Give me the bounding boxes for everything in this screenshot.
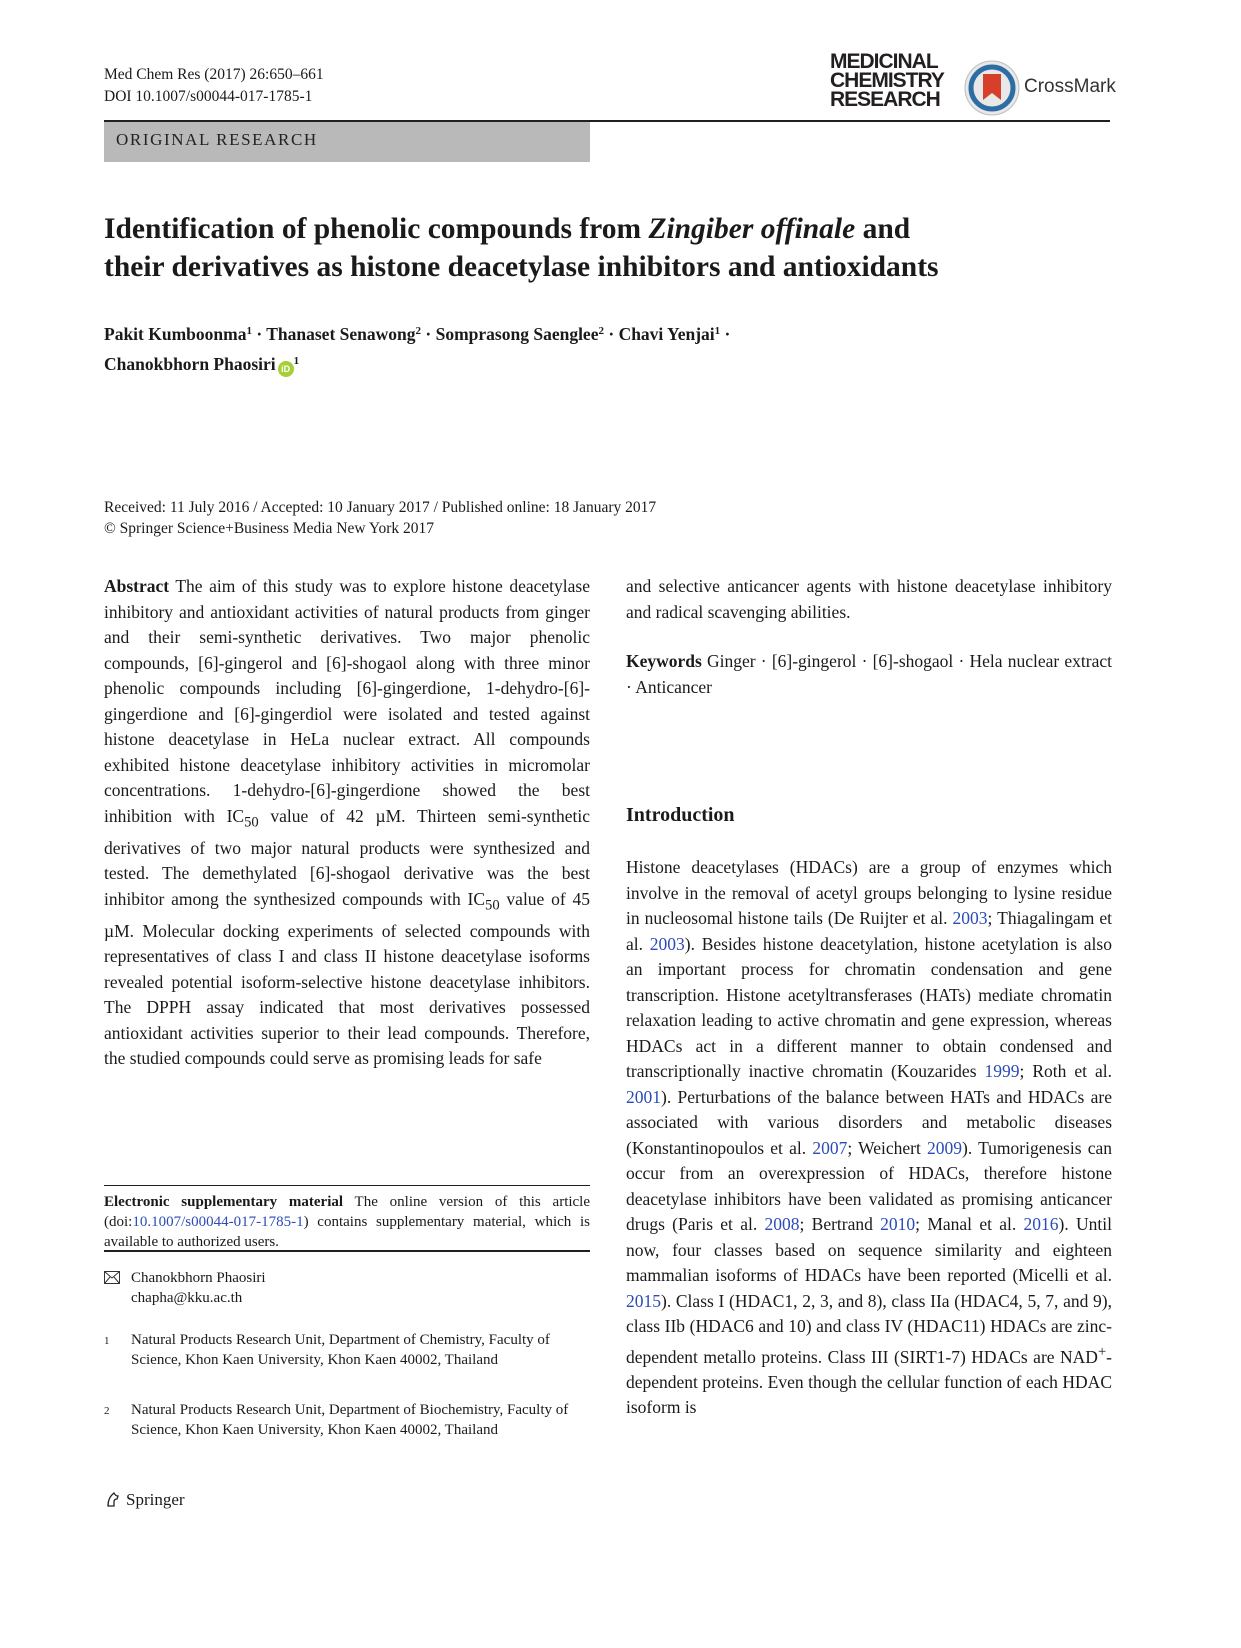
article-title (104, 210, 1114, 286)
article-doi: DOI 10.1007/s00044-017-1785-1 (104, 88, 313, 105)
publisher-footer (104, 1490, 185, 1510)
introduction-heading: Introduction (626, 804, 735, 826)
citation-link[interactable]: 2009 (927, 1137, 963, 1158)
affiliation-row (104, 1400, 590, 1440)
author-list (104, 318, 1114, 378)
citation-link[interactable]: 2003 (649, 933, 685, 954)
keywords-text: Ginger · [6]-gingerol · [6]-shogaol · Hela nuclear extract · Anticancer (626, 651, 1112, 697)
publication-dates (104, 497, 656, 539)
citation-link[interactable]: 2016 (1023, 1214, 1059, 1234)
subscript: 50 (485, 897, 500, 913)
journal-citation: Med Chem Res (2017) 26:650–661 (104, 66, 324, 83)
title-text: and (855, 213, 911, 245)
introduction-text (626, 855, 1112, 1421)
subscript: 50 (244, 814, 259, 830)
keywords (626, 649, 1112, 700)
intro-part: ; Manal et al. (915, 1214, 1024, 1234)
citation-link[interactable]: 1999 (984, 1061, 1020, 1081)
contact-details (131, 1268, 266, 1308)
supplementary-rule (104, 1250, 590, 1252)
crossmark-label[interactable]: CrossMark (1024, 76, 1116, 97)
intro-part: ). Until now, four classes based on sequence similarity and eighteen mammalian isoforms of HDACs have been reported (Micelli et al. (626, 1214, 1112, 1285)
intro-part: ; Roth et al. (1019, 1061, 1112, 1081)
intro-part: ). Tumorigenesis can occur from an overexpression of HDACs, therefore histone deacetylase inhibitors have been validated as promising anticancer drugs (Paris et al. (626, 1137, 1113, 1234)
author-affiliation-mark: 2 (415, 325, 422, 337)
crossmark-icon[interactable] (964, 60, 1020, 116)
intro-part: ; Bertrand (799, 1214, 881, 1234)
author-name[interactable]: Chanokbhorn Phaosiri (104, 354, 276, 374)
citation-link[interactable]: 2003 (952, 908, 988, 928)
right-column (626, 574, 1112, 1421)
journal-logo (830, 52, 944, 109)
contact-email[interactable]: chapha@kku.ac.th (131, 1290, 243, 1306)
supplementary-part: ) contains supplementary material, which is available to authorized users. (104, 1214, 590, 1250)
author-name[interactable]: Chavi Yenjai (618, 324, 715, 344)
springer-horse-icon (104, 1490, 122, 1508)
copyright-line: © Springer Science+Business Media New York 2017 (104, 520, 435, 537)
affiliation-number: 2 (104, 1405, 110, 1417)
orcid-icon[interactable]: iD (278, 361, 294, 377)
affiliation-text: Natural Products Research Unit, Department of Biochemistry, Faculty of Science, Khon Kaen University, Khon Kaen 40002, Thailand (131, 1402, 569, 1438)
abstract-continuation: and selective anticancer agents with histone deacetylase inhibitory and radical scavenging abilities. (626, 576, 1112, 622)
section-band (104, 122, 590, 162)
journal-logo-line: MEDICINAL (830, 50, 938, 73)
intro-part: ). Class I (HDAC1, 2, 3, and 8), class IIa (HDAC4, 5, 7, and 9), class IIb (HDAC6 and 10) and class IV (HDAC11) HDACs are zinc-dependent metallo proteins. Class III (SIRT1-7) HDACs are NAD (626, 1290, 1112, 1367)
title-line-2: their derivatives as histone deacetylase inhibitors and antioxidants (104, 251, 939, 283)
envelope-icon (104, 1268, 131, 1308)
supplementary-text (104, 1192, 590, 1252)
contact-name: Chanokbhorn Phaosiri (131, 1270, 266, 1286)
journal-citation-block (104, 64, 324, 108)
affiliation-2 (104, 1400, 590, 1440)
intro-part: ). Perturbations of the balance between HATs and HDACs are associated with various disorders and metabolic diseases (Konstantinopoulos et al. (626, 1086, 1112, 1158)
author-separator: · (251, 324, 267, 344)
affiliation-1 (104, 1330, 590, 1370)
affiliation-number: 1 (104, 1335, 110, 1347)
section-label: ORIGINAL RESEARCH (116, 130, 318, 149)
author-name[interactable]: Pakit Kumboonma (104, 324, 247, 344)
author-name[interactable]: Somprasong Saenglee (435, 324, 599, 344)
contact-row (104, 1268, 590, 1308)
title-text: Identification of phenolic compounds from (104, 213, 649, 245)
superscript: + (1097, 1343, 1107, 1360)
intro-part: Histone deacetylases (HDACs) are a group of enzymes which involve in the removal of acetyl groups belonging to lysine residue in nucleosomal histone tails (De Ruijter et al. (626, 857, 1112, 928)
citation-link[interactable]: 2007 (812, 1137, 848, 1158)
author-separator: · (421, 324, 436, 344)
author-affiliation-mark: 1 (246, 325, 252, 337)
intro-part: -dependent proteins. Even though the cellular function of each HDAC isoform is (626, 1346, 1112, 1418)
title-line-1 (104, 210, 1114, 248)
journal-logo-line: RESEARCH (830, 88, 940, 111)
abstract-label: Abstract (104, 576, 170, 596)
citation-link[interactable]: 2015 (626, 1290, 661, 1311)
citation-link[interactable]: 2008 (764, 1214, 800, 1234)
author-affiliation-mark: 2 (598, 325, 604, 337)
author-line-2 (104, 348, 1114, 378)
supplementary-label: Electronic supplementary material (104, 1194, 344, 1210)
abstract-text (104, 574, 590, 1072)
journal-logo-line: CHEMISTRY (830, 69, 944, 92)
species-name: Zingiber offinale (648, 213, 856, 245)
author-separator: · (603, 324, 619, 344)
supplementary-part: The online version of this article (doi: (104, 1194, 591, 1230)
intro-part: ; Thiagalingam et al. (626, 908, 1112, 954)
intro-part: ; Weichert (847, 1137, 928, 1158)
author-affiliation-mark: 1 (714, 325, 721, 337)
abstract-section (104, 574, 590, 1072)
corresponding-author (104, 1268, 590, 1308)
abstract-part: value of 42 µM. Thirteen semi-synthetic derivatives of two major natural products were synthesized and tested. The demethylated [6]-shogaol derivative was the best inhibitor among the synthesized compounds with IC (104, 805, 590, 909)
keywords-label: Keywords (626, 651, 702, 671)
author-name[interactable]: Thanaset Senawong (266, 324, 416, 344)
abstract-part: The aim of this study was to explore histone deacetylase inhibitory and antioxidant activities of natural products from ginger and their semi-synthetic derivatives. Two major phenolic compounds, [6]-gingerol and [6]-shogaol along with three minor phenolic compounds including [6]-gingerdione, 1-dehydro-[6]-gingerdione and [6]-gingerdiol were isolated and tested against histone deacetylase in HeLa nuclear extract. All compounds exhibited histone deacetylase inhibitory activities in micromolar concentrations. 1-dehydro-[6]-gingerdione showed the best inhibition with IC (104, 576, 590, 826)
citation-link[interactable]: 2010 (880, 1214, 916, 1234)
supplementary-doi-link[interactable]: 10.1007/s00044-017-1785-1 (132, 1214, 304, 1230)
abstract-part: value of 45 µM. Molecular docking experiments of selected compounds with representatives of class I and class II histone deacetylase isoforms revealed potential isoform-selective histone deacetylase inhibitors. The DPPH assay indicated that most derivatives possessed antioxidant activities superior to their lead compounds. Therefore, the studied compounds could serve as promising leads for safe (104, 888, 591, 1068)
affiliation-row (104, 1330, 590, 1370)
author-line-1 (104, 318, 1114, 348)
author-separator: · (720, 324, 731, 344)
supplementary-note (104, 1185, 590, 1252)
publisher-name: Springer (126, 1490, 185, 1509)
citation-link[interactable]: 2001 (626, 1086, 661, 1107)
intro-part: ). Besides histone deacetylation, histone acetylation is also an important process for chromatin condensation and gene transcription. Histone acetyltransferases (HATs) mediate chromatin relaxation leading to active chromatin and gene expression, whereas HDACs act in a different manner to obtain condensed and transcriptionally inactive chromatin (Kouzarides (626, 933, 1112, 1081)
history-dates: Received: 11 July 2016 / Accepted: 10 January 2017 / Published online: 18 January 2017 (104, 499, 657, 516)
author-affiliation-mark: 1 (293, 355, 300, 367)
affiliation-text: Natural Products Research Unit, Department of Chemistry, Faculty of Science, Khon Kaen University, Khon Kaen 40002, Thailand (131, 1332, 550, 1368)
